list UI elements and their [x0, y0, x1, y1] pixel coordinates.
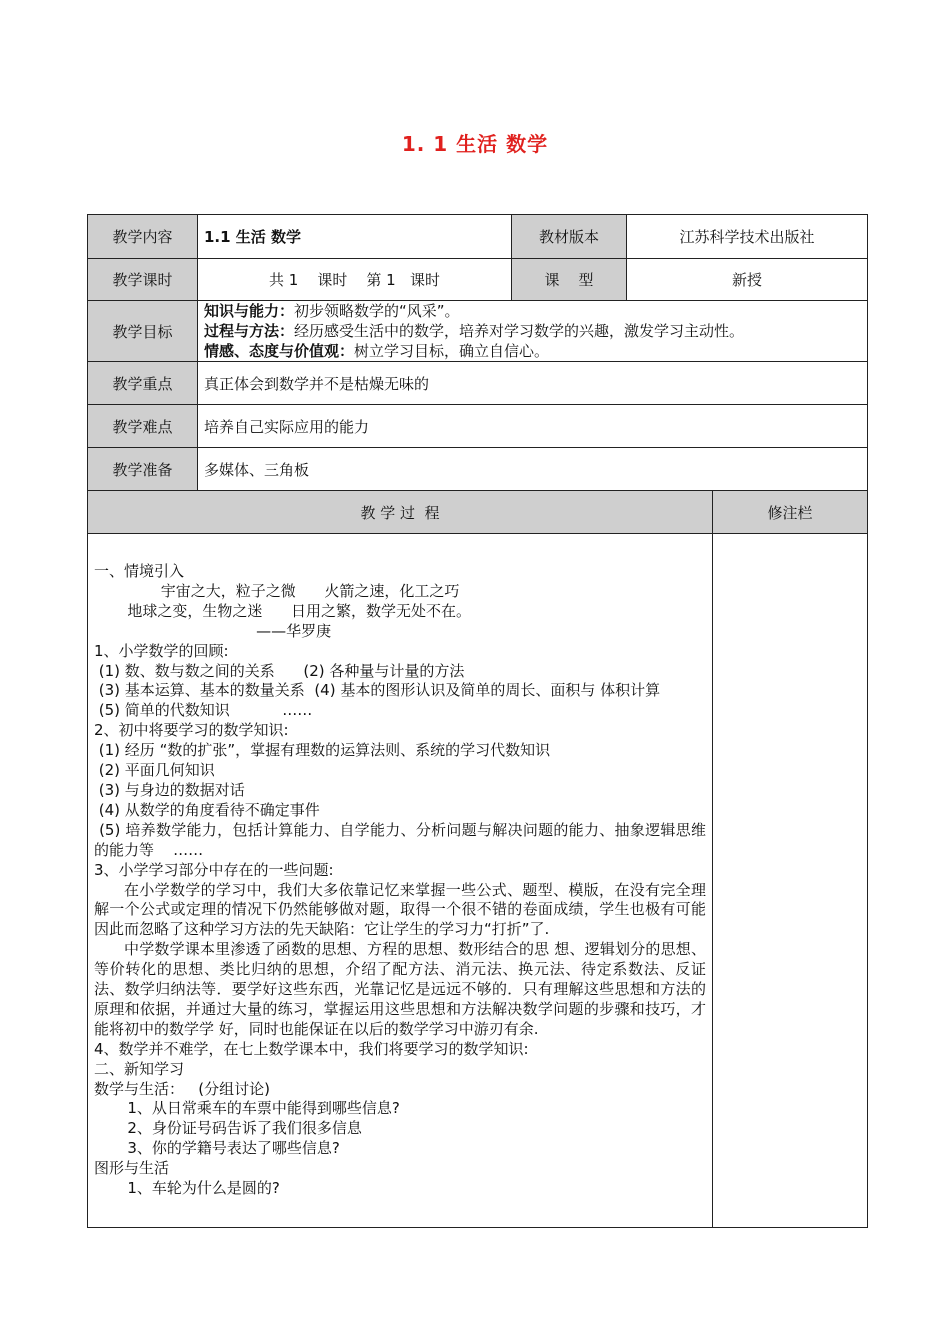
- process-line: (1) 经历 “数的扩张”，掌握有理数的运算法则、系统的学习代数知识: [94, 741, 551, 760]
- process-line: (5) 培养数学能力，包括计算能力、自学能力、分析问题与解决问题的能力、抽象逻辑思维的能力等 ……: [94, 820, 706, 859]
- process-line: (5) 简单的代数知识 ……: [94, 701, 313, 720]
- process-line: 1、车轮为什么是圆的?: [94, 1179, 280, 1198]
- label-hours: 教学课时: [88, 259, 198, 301]
- goal-knowledge: 知识与能力：初步领略数学的“风采”。: [204, 302, 460, 320]
- keypoint-value: 真正体会到数学并不是枯燥无味的: [198, 362, 868, 405]
- process-line: 4、数学并不难学，在七上数学课本中，我们将要学习的数学知识:: [94, 1039, 529, 1058]
- process-line: (3) 基本运算、基本的数量关系 (4) 基本的图形认识及简单的周长、面积与 体积计算: [94, 681, 661, 700]
- label-content: 教学内容: [88, 215, 198, 259]
- label-edition: 教材版本: [512, 215, 627, 259]
- row-difficulty: [88, 405, 868, 448]
- goal-attitude: 情感、态度与价值观：树立学习目标，确立自信心。: [204, 342, 550, 360]
- process-header: 教 学 过 程: [88, 491, 713, 534]
- process-line: 3、小学学习部分中存在的一些问题:: [94, 860, 334, 879]
- label-difficulty: 教学难点: [88, 405, 198, 448]
- process-line: 数学与生活： (分组讨论): [94, 1079, 271, 1098]
- process-line: 2、身份证号码告诉了我们很多信息: [94, 1119, 362, 1138]
- row-content: [88, 215, 868, 259]
- preparation-value: 多媒体、三角板: [198, 448, 868, 491]
- label-keypoint: 教学重点: [88, 362, 198, 405]
- row-keypoint: [88, 362, 868, 405]
- process-line: 二、新知学习: [94, 1059, 185, 1078]
- label-type: 课 型: [512, 259, 627, 301]
- process-line: 1、从日常乘车的车票中能得到哪些信息?: [94, 1099, 400, 1118]
- process-line: 地球之变，生物之迷 日用之繁，数学无处不在。: [94, 601, 472, 620]
- process-line: (1) 数、数与数之间的关系 (2) 各种量与计量的方法: [94, 661, 465, 680]
- notes-header: 修注栏: [713, 491, 868, 534]
- process-line: 一、情境引入: [94, 562, 185, 580]
- process-line: ——华罗庚: [94, 621, 332, 640]
- process-paragraph: 中学数学课本里渗透了函数的思想、方程的思想、数形结合的思 想、逻辑划分的思想、等价转化的思想、类比归纳的思想，介绍了配方法、消元法、换元法、待定系数法、反证法、数学归纳法等．要学好这些东西，光靠记忆是远远不够的．只有理解这些思想和方法的原理和依据，并通过大量的练习，掌握运用这些思想和方法解决数学问题的步骤和技巧，才能将初中的数学学 好，同时也能保证在以后的数学学习中游刃有余.: [94, 940, 706, 1038]
- lesson-plan-table: [87, 214, 868, 1228]
- edition-value: 江苏科学技术出版社: [627, 215, 868, 259]
- process-line: 2、初中将要学习的数学知识:: [94, 721, 289, 740]
- process-content: [88, 534, 713, 1228]
- process-line: 图形与生活: [94, 1159, 170, 1178]
- label-goals: 教学目标: [88, 301, 198, 362]
- hours-value: 共 1 课时 第 1 课时: [198, 259, 512, 301]
- process-line: 宇宙之大，粒子之微 火箭之速，化工之巧: [94, 581, 460, 600]
- process-line: (3) 与身边的数据对话: [94, 780, 245, 799]
- row-goals: [88, 301, 868, 362]
- label-preparation: 教学准备: [88, 448, 198, 491]
- process-line: (2) 平面几何知识: [94, 761, 215, 780]
- goal-process: 过程与方法：经历感受生活中的数学，培养对学习数学的兴趣，激发学习主动性。: [204, 322, 745, 340]
- process-line: (4) 从数学的角度看待不确定事件: [94, 800, 320, 819]
- goals-value: [198, 301, 868, 362]
- process-paragraph: 在小学数学的学习中，我们大多依靠记忆来掌握一些公式、题型、模版，在没有完全理 解一个公式或定理的情况下仍然能够做对题，取得一个很不错的卷面成绩，学生也极有可能因此而忽略了这种学习方法的先天缺陷：它让学生的学习力“打折”了.: [94, 880, 711, 939]
- type-value: 新授: [627, 259, 868, 301]
- difficulty-value: 培养自己实际应用的能力: [198, 405, 868, 448]
- page-title: 1. 1 生活 数学: [401, 132, 549, 156]
- notes-cell: [713, 534, 868, 1228]
- content-value: 1.1 生活 数学: [198, 215, 512, 259]
- row-preparation: [88, 448, 868, 491]
- process-line: 1、小学数学的回顾:: [94, 641, 229, 660]
- row-process: [88, 534, 868, 1228]
- row-hours: [88, 259, 868, 301]
- process-line: 3、你的学籍号表达了哪些信息?: [94, 1139, 340, 1158]
- row-process-header: [88, 491, 868, 534]
